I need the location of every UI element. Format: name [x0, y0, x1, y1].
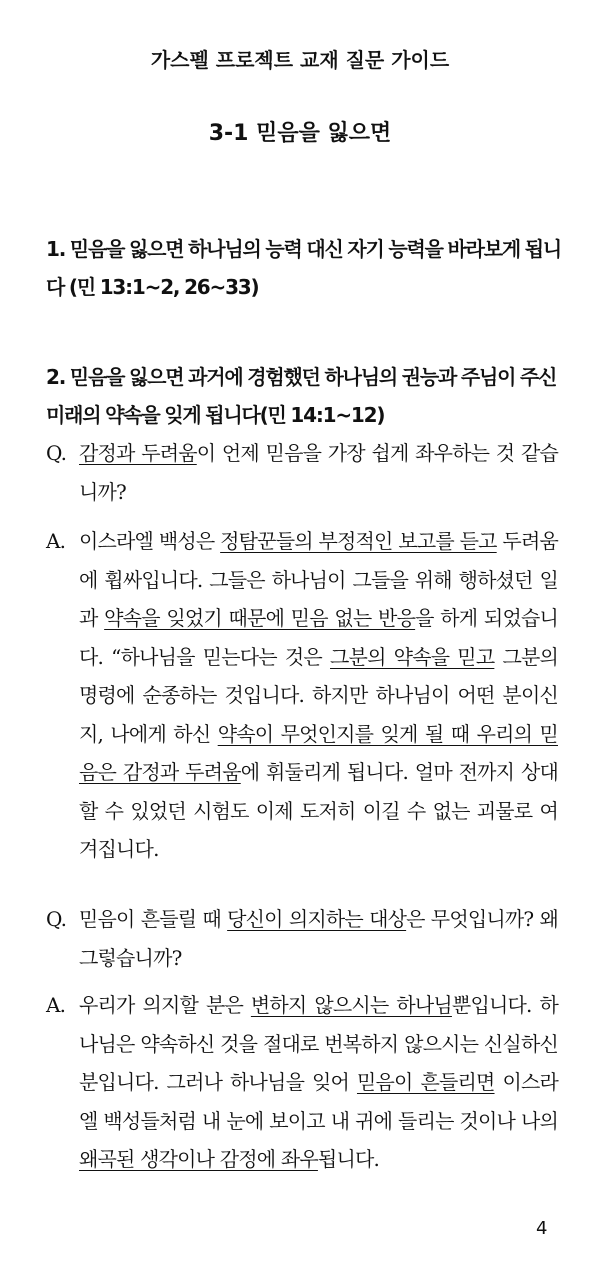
underlined-text: 감정과 두려움	[79, 441, 197, 465]
answer-marker: A.	[46, 993, 66, 1017]
underlined-text: 변하지 않으시는 하나님	[250, 993, 452, 1017]
question-2	[46, 900, 558, 977]
question-1-text	[79, 434, 558, 511]
section-heading-1: 1. 믿음을 잃으면 하나님의 능력 대신 자기 능력을 바라보게 됩니다 (민 13:1~2, 26~33)	[46, 237, 561, 299]
question-marker: Q.	[46, 907, 67, 931]
question-2-text	[79, 900, 558, 977]
underlined-text: 약속이 무엇인지를 잊게 될 때 우리의 믿음은 감정과 두려움	[79, 721, 558, 784]
underlined-text: 그분의 약속을 믿고	[330, 644, 495, 669]
text-run: 우리가 의지할 분은	[79, 993, 251, 1017]
text-run: 두려움에 휩싸입니다. 그들은 하나님이 그들을 위해 행하셨던 일과	[79, 529, 558, 630]
underlined-text: 당신이 의지하는 대상	[227, 907, 407, 931]
text-run: 이스라엘 백성들처럼 내 눈에 보이고 내 귀에 들리는 것이나 나의	[79, 1070, 559, 1133]
underlined-text: 정탐꾼들의 부정적인 보고를 듣고	[220, 529, 497, 553]
underlined-text: 왜곡된 생각이나 감정에 좌우	[79, 1147, 318, 1171]
page-number: 4	[536, 1218, 548, 1239]
text-run: 이 언제 믿음을 가장 쉽게 좌우하는 것 같습니까?	[79, 441, 558, 504]
text-run: 에 휘둘리게 됩니다. 얼마 전까지 상대할 수 있었던 시험도 이제 도저히 이길 수 없는 괴물로 여겨집니다.	[79, 760, 558, 861]
answer-marker: A.	[46, 529, 66, 553]
document-title: 가스펠 프로젝트 교재 질문 가이드	[150, 48, 450, 72]
text-run: 을 하게 되었습니다. “하나님을 믿는다는 것은	[79, 606, 559, 669]
text-run: 은 무엇입니까? 왜 그렇습니까?	[79, 907, 559, 970]
underlined-text: 약속을 잊었기 때문에 믿음 없는 반응	[104, 606, 416, 630]
answer-2-text	[79, 986, 558, 1179]
underlined-text: 믿음이 흔들리면	[356, 1070, 495, 1094]
question-1	[46, 434, 558, 511]
text-run: 그분의 명령에 순종하는 것입니다. 하지만 하나님이 어떤 분이신지, 나에게 하신	[79, 644, 558, 746]
answer-1	[46, 522, 558, 869]
text-run: 믿음이 흔들릴 때	[79, 907, 228, 931]
question-marker: Q.	[46, 441, 67, 465]
text-run: 됩니다.	[317, 1147, 380, 1171]
text-run: 뿐입니다. 하나님은 약속하신 것을 절대로 번복하지 않으시는 신실하신 분입니다. 그러나 하나님을 잊어	[79, 993, 558, 1094]
answer-1-text	[79, 522, 558, 869]
section-heading-2: 2. 믿음을 잃으면 과거에 경험했던 하나님의 권능과 주님이 주신 미래의 약속을 잊게 됩니다(민 14:1~12)	[46, 365, 557, 427]
answer-2	[46, 986, 558, 1179]
text-run: 이스라엘 백성은	[79, 529, 221, 553]
chapter-title: 3-1 믿음을 잃으면	[208, 121, 392, 146]
